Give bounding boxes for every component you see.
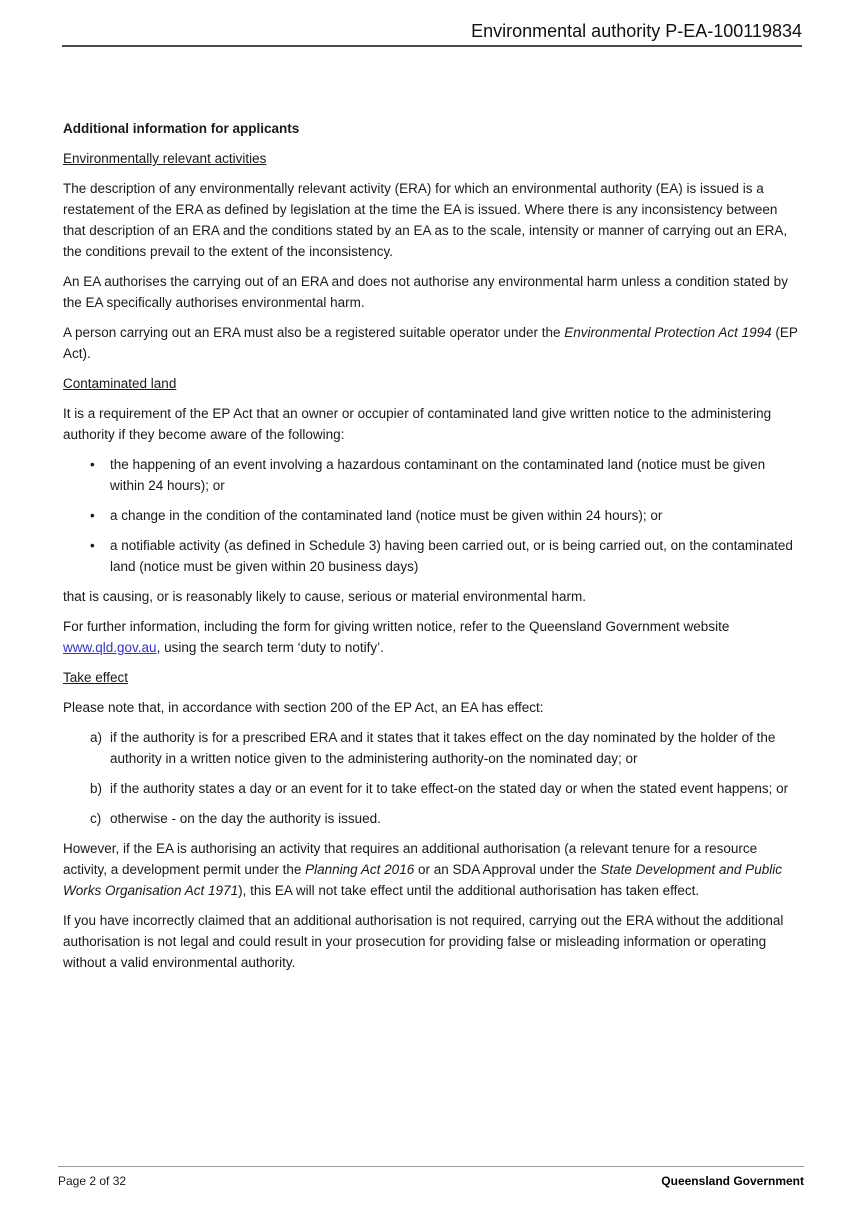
list-marker-b: b) <box>90 781 103 796</box>
take-effect-lettered-list <box>63 727 798 829</box>
list-marker-a: a) <box>90 730 103 745</box>
text-segment: or an SDA Approval under the <box>414 862 601 877</box>
paragraph-additional-authorisation <box>63 838 798 901</box>
lettered-item-text: if the authority is for a prescribed ERA and it states that it takes effect on the day nominated by the holder of the authority in a written notice given to the administering authority-on the nominated day; or <box>110 730 776 766</box>
act-title-ep-act: Environmental Protection Act 1994 <box>564 325 772 340</box>
paragraph-suitable-operator <box>63 322 798 364</box>
qld-gov-website-link[interactable]: www.qld.gov.au <box>63 640 157 655</box>
lettered-item-b <box>63 778 798 799</box>
page-header <box>62 0 802 47</box>
bullet-text: the happening of an event involving a hazardous contaminant on the contaminated land (notice must be given within 24 hours); or <box>110 457 766 493</box>
section-title: Additional information for applicants <box>63 121 300 136</box>
text-segment: (EP Act). <box>63 325 798 361</box>
text-segment: A person carrying out an ERA must also be a registered suitable operator under the <box>63 325 565 340</box>
paragraph-take-effect-intro: Please note that, in accordance with section 200 of the EP Act, an EA has effect: <box>63 700 544 715</box>
paragraph-causing-harm: that is causing, or is reasonably likely to cause, serious or material environmental harm. <box>63 589 586 604</box>
paragraph-era-description: The description of any environmentally relevant activity (ERA) for which an environmental authority (EA) is issued is a restatement of the ERA as defined by legislation at the time the EA is issued. Where there is any inconsistency between that description of an ERA and the conditions stated by an EA as to the scale, intensity or manner of carrying out an ERA, the conditions prevail to the extent of the inconsistency. <box>63 181 788 259</box>
text-segment: , using the search term ‘duty to notify’. <box>156 640 384 655</box>
header-rule <box>62 45 802 47</box>
bullet-text: a change in the condition of the contaminated land (notice must be given within 24 hours); or <box>110 508 663 523</box>
lettered-item-a <box>63 727 798 769</box>
lettered-item-text: if the authority states a day or an event for it to take effect-on the stated day or when the stated event happens; or <box>110 781 789 796</box>
heading-take-effect: Take effect <box>63 670 129 685</box>
act-title-sda-act: State Development and Public Works Organisation Act 1971 <box>63 862 782 898</box>
bullet-icon: • <box>90 508 95 523</box>
bullet-text: a notifiable activity (as defined in Schedule 3) having been carried out, or is being carried out, on the contaminated land (notice must be given within 20 business days) <box>110 538 793 574</box>
text-segment: For further information, including the form for giving written notice, refer to the Queensland Government website <box>63 619 730 634</box>
bullet-item <box>63 454 798 496</box>
bullet-icon: • <box>90 457 95 472</box>
lettered-item-text: otherwise - on the day the authority is issued. <box>110 811 381 826</box>
header-title: Environmental authority P-EA-100119834 <box>471 21 802 41</box>
paragraph-ea-authorises: An EA authorises the carrying out of an ERA and does not authorise any environmental harm unless a condition stated by the EA specifically authorises environmental harm. <box>63 274 788 310</box>
contaminated-land-bullet-list <box>63 454 798 577</box>
page-footer <box>58 1166 804 1189</box>
text-segment: However, if the EA is authorising an activity that requires an additional authorisation (a relevant tenure for a resource activity, a development permit under the <box>63 841 758 877</box>
bullet-item <box>63 535 798 577</box>
document-body <box>63 118 798 982</box>
page-number: Page 2 of 32 <box>58 1174 127 1188</box>
text-segment: ), this EA will not take effect until the additional authorisation has taken effect. <box>238 883 700 898</box>
act-title-planning-act: Planning Act 2016 <box>305 862 415 877</box>
list-marker-c: c) <box>90 811 102 826</box>
paragraph-contaminated-land-intro: It is a requirement of the EP Act that an owner or occupier of contaminated land give written notice to the administering authority if they become aware of the following: <box>63 406 772 442</box>
heading-contaminated-land: Contaminated land <box>63 376 177 391</box>
footer-organisation: Queensland Government <box>661 1174 804 1188</box>
heading-environmentally-relevant-activities: Environmentally relevant activities <box>63 151 267 166</box>
bullet-icon: • <box>90 538 95 553</box>
lettered-item-c <box>63 808 798 829</box>
bullet-item <box>63 505 798 526</box>
paragraph-incorrect-claim-warning: If you have incorrectly claimed that an additional authorisation is not required, carrying out the ERA without the additional authorisation is not legal and could result in your prosecution for providing false or misleading information or operating without a valid environmental authority. <box>63 913 784 970</box>
paragraph-further-information <box>63 616 798 658</box>
